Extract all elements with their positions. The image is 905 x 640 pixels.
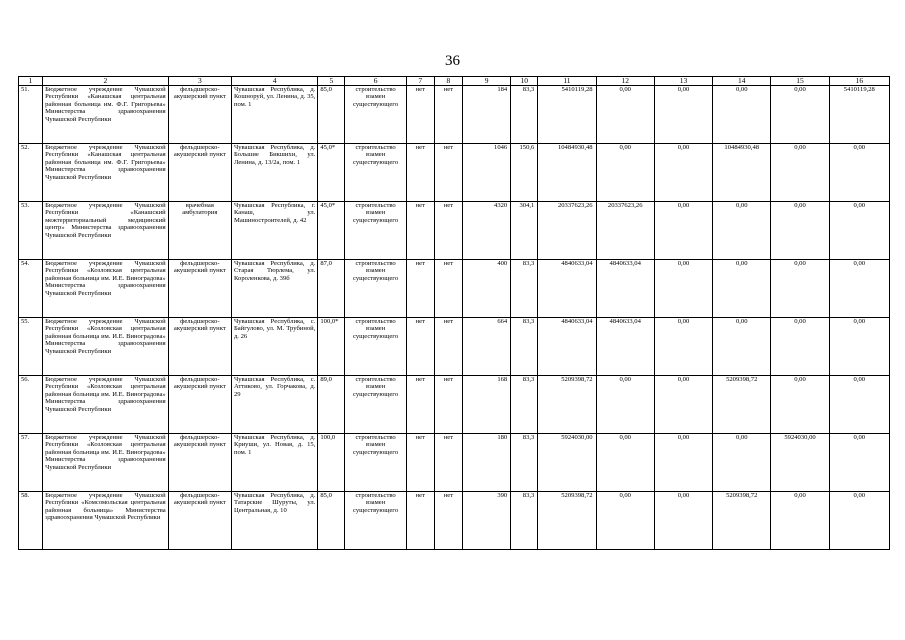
address-cell: Чувашская Республика, с. Байгулово, ул. М. Трубиной, д. 26 <box>231 318 317 376</box>
col-16-cell: 0,00 <box>829 492 889 550</box>
col-11-cell: 5209398,72 <box>538 492 596 550</box>
col-11-cell: 10484930,48 <box>538 144 596 202</box>
col-15-cell: 0,00 <box>771 492 829 550</box>
row-number-cell: 55. <box>19 318 43 376</box>
column-number-cell: 4 <box>231 77 317 86</box>
col-12-cell: 4840633,04 <box>596 260 654 318</box>
col-8-cell: нет <box>434 144 462 202</box>
col-15-cell: 0,00 <box>771 318 829 376</box>
work-type-cell: строительство взамен существующего <box>345 144 406 202</box>
col-13-cell: 0,00 <box>654 434 712 492</box>
col-10-cell: 83,3 <box>511 318 538 376</box>
facility-type-cell: фельдшерско-акушерский пункт <box>168 492 231 550</box>
institution-name-cell: Бюджетное учреждение Чувашской Республики «Канашский межтерриториальный медицинский центр» Министерства здравоохранения Чувашской Республики <box>43 202 169 260</box>
col-12-cell: 0,00 <box>596 86 654 144</box>
row-number-cell: 51. <box>19 86 43 144</box>
col-7-cell: нет <box>406 376 434 434</box>
col-10-cell: 304,1 <box>511 202 538 260</box>
col-9-cell: 390 <box>462 492 510 550</box>
col-14-cell: 10484930,48 <box>713 144 771 202</box>
institution-name-cell: Бюджетное учреждение Чувашской Республики «Козловская центральная районная больница им. И.Е. Виноградова» Министерства здравоохранения Чувашской Республики <box>43 318 169 376</box>
area-cell: 100,0* <box>318 318 345 376</box>
facility-type-cell: фельдшерско-акушерский пункт <box>168 318 231 376</box>
col-9-cell: 168 <box>462 376 510 434</box>
table-row <box>19 492 890 550</box>
column-number-cell: 12 <box>596 77 654 86</box>
col-11-cell: 5924030,00 <box>538 434 596 492</box>
table-row <box>19 376 890 434</box>
col-13-cell: 0,00 <box>654 144 712 202</box>
col-7-cell: нет <box>406 492 434 550</box>
row-number-cell: 57. <box>19 434 43 492</box>
col-15-cell: 5924030,00 <box>771 434 829 492</box>
col-9-cell: 4320 <box>462 202 510 260</box>
col-10-cell: 83,3 <box>511 434 538 492</box>
row-number-cell: 56. <box>19 376 43 434</box>
col-14-cell: 0,00 <box>713 318 771 376</box>
col-7-cell: нет <box>406 260 434 318</box>
column-number-cell: 7 <box>406 77 434 86</box>
data-table <box>18 76 890 550</box>
institution-name-cell: Бюджетное учреждение Чувашской Республики «Канашская центральная районная больница им. Ф.Г. Григорьева» Министерства здравоохранения Чувашской Республики <box>43 144 169 202</box>
work-type-cell: строительство взамен существующего <box>345 202 406 260</box>
column-number-cell: 13 <box>654 77 712 86</box>
col-8-cell: нет <box>434 260 462 318</box>
col-14-cell: 0,00 <box>713 434 771 492</box>
col-8-cell: нет <box>434 318 462 376</box>
col-9-cell: 664 <box>462 318 510 376</box>
address-cell: Чувашская Республика, д. Криуши, ул. Новая, д. 15, пом. 1 <box>231 434 317 492</box>
col-13-cell: 0,00 <box>654 376 712 434</box>
col-15-cell: 0,00 <box>771 144 829 202</box>
col-16-cell: 0,00 <box>829 202 889 260</box>
col-8-cell: нет <box>434 86 462 144</box>
col-10-cell: 150,6 <box>511 144 538 202</box>
col-7-cell: нет <box>406 202 434 260</box>
col-10-cell: 83,3 <box>511 86 538 144</box>
col-12-cell: 0,00 <box>596 144 654 202</box>
column-number-row <box>19 77 890 86</box>
facility-type-cell: фельдшерско-акушерский пункт <box>168 86 231 144</box>
column-number-cell: 15 <box>771 77 829 86</box>
column-number-cell: 2 <box>43 77 169 86</box>
col-9-cell: 180 <box>462 434 510 492</box>
column-number-cell: 16 <box>829 77 889 86</box>
column-number-cell: 9 <box>462 77 510 86</box>
facility-type-cell: фельдшерско-акушерский пункт <box>168 434 231 492</box>
col-12-cell: 0,00 <box>596 492 654 550</box>
work-type-cell: строительство взамен существующего <box>345 318 406 376</box>
row-number-cell: 53. <box>19 202 43 260</box>
col-10-cell: 83,3 <box>511 260 538 318</box>
col-16-cell: 0,00 <box>829 144 889 202</box>
area-cell: 85,0 <box>318 86 345 144</box>
column-number-cell: 1 <box>19 77 43 86</box>
facility-type-cell: врачебная амбулатория <box>168 202 231 260</box>
table-row <box>19 318 890 376</box>
col-11-cell: 5209398,72 <box>538 376 596 434</box>
table-row <box>19 202 890 260</box>
column-number-cell: 11 <box>538 77 596 86</box>
col-9-cell: 1046 <box>462 144 510 202</box>
col-12-cell: 20337623,26 <box>596 202 654 260</box>
area-cell: 89,0 <box>318 376 345 434</box>
address-cell: Чувашская Республика, д. Старая Тюрлема, ул. Короленкова, д. 39б <box>231 260 317 318</box>
facility-type-cell: фельдшерско-акушерский пункт <box>168 260 231 318</box>
institution-name-cell: Бюджетное учреждение Чувашской Республики «Козловская центральная районная больница им. И.Е. Виноградова» Министерства здравоохранения Чувашской Республики <box>43 376 169 434</box>
col-14-cell: 0,00 <box>713 260 771 318</box>
col-8-cell: нет <box>434 492 462 550</box>
institution-name-cell: Бюджетное учреждение Чувашской Республики «Козловская центральная районная больница им. И.Е. Виноградова» Министерства здравоохранения Чувашской Республики <box>43 434 169 492</box>
column-number-cell: 5 <box>318 77 345 86</box>
col-16-cell: 0,00 <box>829 434 889 492</box>
work-type-cell: строительство взамен существующего <box>345 434 406 492</box>
row-number-cell: 54. <box>19 260 43 318</box>
col-9-cell: 400 <box>462 260 510 318</box>
area-cell: 45,0* <box>318 202 345 260</box>
row-number-cell: 58. <box>19 492 43 550</box>
column-number-cell: 10 <box>511 77 538 86</box>
col-8-cell: нет <box>434 202 462 260</box>
col-16-cell: 5410119,28 <box>829 86 889 144</box>
col-12-cell: 0,00 <box>596 434 654 492</box>
col-7-cell: нет <box>406 434 434 492</box>
work-type-cell: строительство взамен существующего <box>345 260 406 318</box>
institution-name-cell: Бюджетное учреждение Чувашской Республики «Канашская центральная районная больница им. Ф.Г. Григорьева» Министерства здравоохранения Чувашской Республики <box>43 86 169 144</box>
col-15-cell: 0,00 <box>771 260 829 318</box>
work-type-cell: строительство взамен существующего <box>345 86 406 144</box>
col-13-cell: 0,00 <box>654 492 712 550</box>
col-16-cell: 0,00 <box>829 260 889 318</box>
col-15-cell: 0,00 <box>771 202 829 260</box>
col-13-cell: 0,00 <box>654 318 712 376</box>
col-11-cell: 4840633,04 <box>538 260 596 318</box>
table-row <box>19 144 890 202</box>
area-cell: 45,0* <box>318 144 345 202</box>
col-15-cell: 0,00 <box>771 86 829 144</box>
col-13-cell: 0,00 <box>654 260 712 318</box>
page-number: 36 <box>445 53 460 69</box>
table-row <box>19 260 890 318</box>
col-10-cell: 83,3 <box>511 376 538 434</box>
column-number-cell: 8 <box>434 77 462 86</box>
facility-type-cell: фельдшерско-акушерский пункт <box>168 376 231 434</box>
col-16-cell: 0,00 <box>829 376 889 434</box>
col-7-cell: нет <box>406 144 434 202</box>
col-11-cell: 5410119,28 <box>538 86 596 144</box>
area-cell: 85,0 <box>318 492 345 550</box>
work-type-cell: строительство взамен существующего <box>345 376 406 434</box>
col-12-cell: 4840633,04 <box>596 318 654 376</box>
column-number-cell: 14 <box>713 77 771 86</box>
col-9-cell: 184 <box>462 86 510 144</box>
area-cell: 100,0 <box>318 434 345 492</box>
col-7-cell: нет <box>406 318 434 376</box>
col-14-cell: 0,00 <box>713 86 771 144</box>
col-16-cell: 0,00 <box>829 318 889 376</box>
facility-type-cell: фельдшерско-акушерский пункт <box>168 144 231 202</box>
col-8-cell: нет <box>434 434 462 492</box>
column-number-cell: 6 <box>345 77 406 86</box>
col-11-cell: 20337623,26 <box>538 202 596 260</box>
address-cell: Чувашская Республика, д. Большие Бикшихи, ул. Ленина, д. 13/2а, пом. 1 <box>231 144 317 202</box>
col-15-cell: 0,00 <box>771 376 829 434</box>
table-row <box>19 434 890 492</box>
col-14-cell: 5209398,72 <box>713 376 771 434</box>
address-cell: Чувашская Республика, д. Кошноруй, ул. Ленина, д. 35, пом. 1 <box>231 86 317 144</box>
area-cell: 87,0 <box>318 260 345 318</box>
col-7-cell: нет <box>406 86 434 144</box>
col-11-cell: 4840633,04 <box>538 318 596 376</box>
col-10-cell: 83,3 <box>511 492 538 550</box>
col-14-cell: 5209398,72 <box>713 492 771 550</box>
column-number-cell: 3 <box>168 77 231 86</box>
col-12-cell: 0,00 <box>596 376 654 434</box>
institution-name-cell: Бюджетное учреждение Чувашской Республики «Комсомольская центральная районная больница» Министерства здравоохранения Чувашской Республики <box>43 492 169 550</box>
address-cell: Чувашская Республика, с. Аттиково, ул. Горчакова, д. 29 <box>231 376 317 434</box>
col-13-cell: 0,00 <box>654 86 712 144</box>
col-13-cell: 0,00 <box>654 202 712 260</box>
address-cell: Чувашская Республика, д. Татарские Шуруты, ул. Центральная, д. 10 <box>231 492 317 550</box>
institution-name-cell: Бюджетное учреждение Чувашской Республики «Козловская центральная районная больница им. И.Е. Виноградова» Министерства здравоохранения Чувашской Республики <box>43 260 169 318</box>
work-type-cell: строительство взамен существующего <box>345 492 406 550</box>
address-cell: Чувашская Республика, г. Канаш, ул. Машиностроителей, д. 42 <box>231 202 317 260</box>
col-14-cell: 0,00 <box>713 202 771 260</box>
row-number-cell: 52. <box>19 144 43 202</box>
col-8-cell: нет <box>434 376 462 434</box>
table-row <box>19 86 890 144</box>
